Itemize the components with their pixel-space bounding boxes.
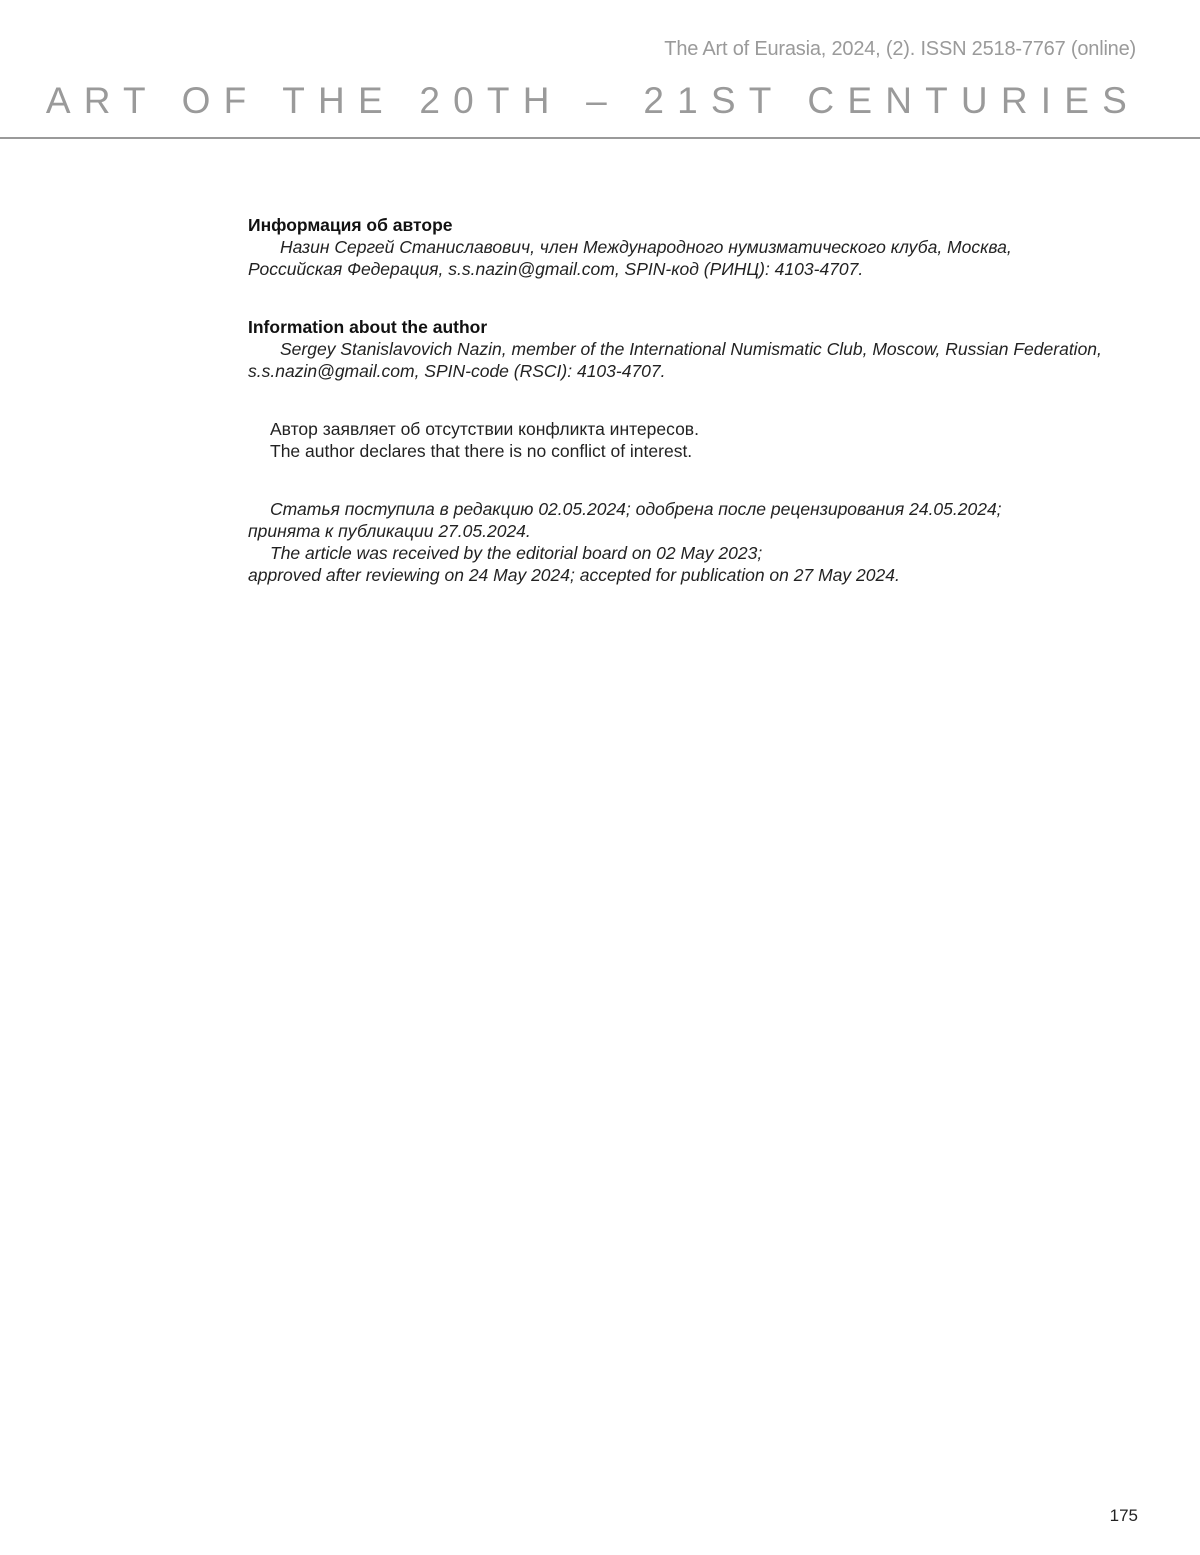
section-title: ART OF THE 20TH – 21ST CENTURIES <box>45 80 1140 121</box>
conflict-statement-en: The author declares that there is no conflict of interest. <box>270 441 693 461</box>
conflict-statement-ru: Автор заявляет об отсутствии конфликта интересов. <box>270 419 699 439</box>
author-info-en-line2: s.s.nazin@gmail.com, SPIN-code (RSCI): 4103-4707. <box>248 361 666 381</box>
author-info-ru-heading: Информация об авторе <box>248 215 453 235</box>
header-divider <box>0 137 1200 139</box>
author-info-en <box>248 316 1148 382</box>
author-info-ru-line2: Российская Федерация, s.s.nazin@gmail.com, SPIN-код (РИНЦ): 4103-4707. <box>248 259 864 279</box>
article-end-matter <box>248 214 1148 586</box>
author-info-en-heading: Information about the author <box>248 317 488 337</box>
article-dates <box>248 498 1148 586</box>
journal-citation: The Art of Eurasia, 2024, (2). ISSN 2518-7767 (online) <box>664 38 1136 60</box>
author-info-ru-line1: Назин Сергей Станиславович, член Международного нумизматического клуба, Москва, <box>280 237 1012 257</box>
page-number: 175 <box>1109 1506 1138 1525</box>
article-dates-ru-line1: Статья поступила в редакцию 02.05.2024; одобрена после рецензирования 24.05.2024; <box>270 499 1002 519</box>
author-info-ru <box>248 214 1148 280</box>
author-info-en-line1: Sergey Stanislavovich Nazin, member of the International Numismatic Club, Moscow, Russian Federation, <box>280 339 1102 359</box>
conflict-statement <box>248 418 1148 462</box>
article-dates-en-line2: approved after reviewing on 24 May 2024; accepted for publication on 27 May 2024. <box>248 565 900 585</box>
article-dates-ru-line2: принята к публикации 27.05.2024. <box>248 521 531 541</box>
article-dates-en-line1: The article was received by the editorial board on 02 May 2023; <box>270 543 763 563</box>
